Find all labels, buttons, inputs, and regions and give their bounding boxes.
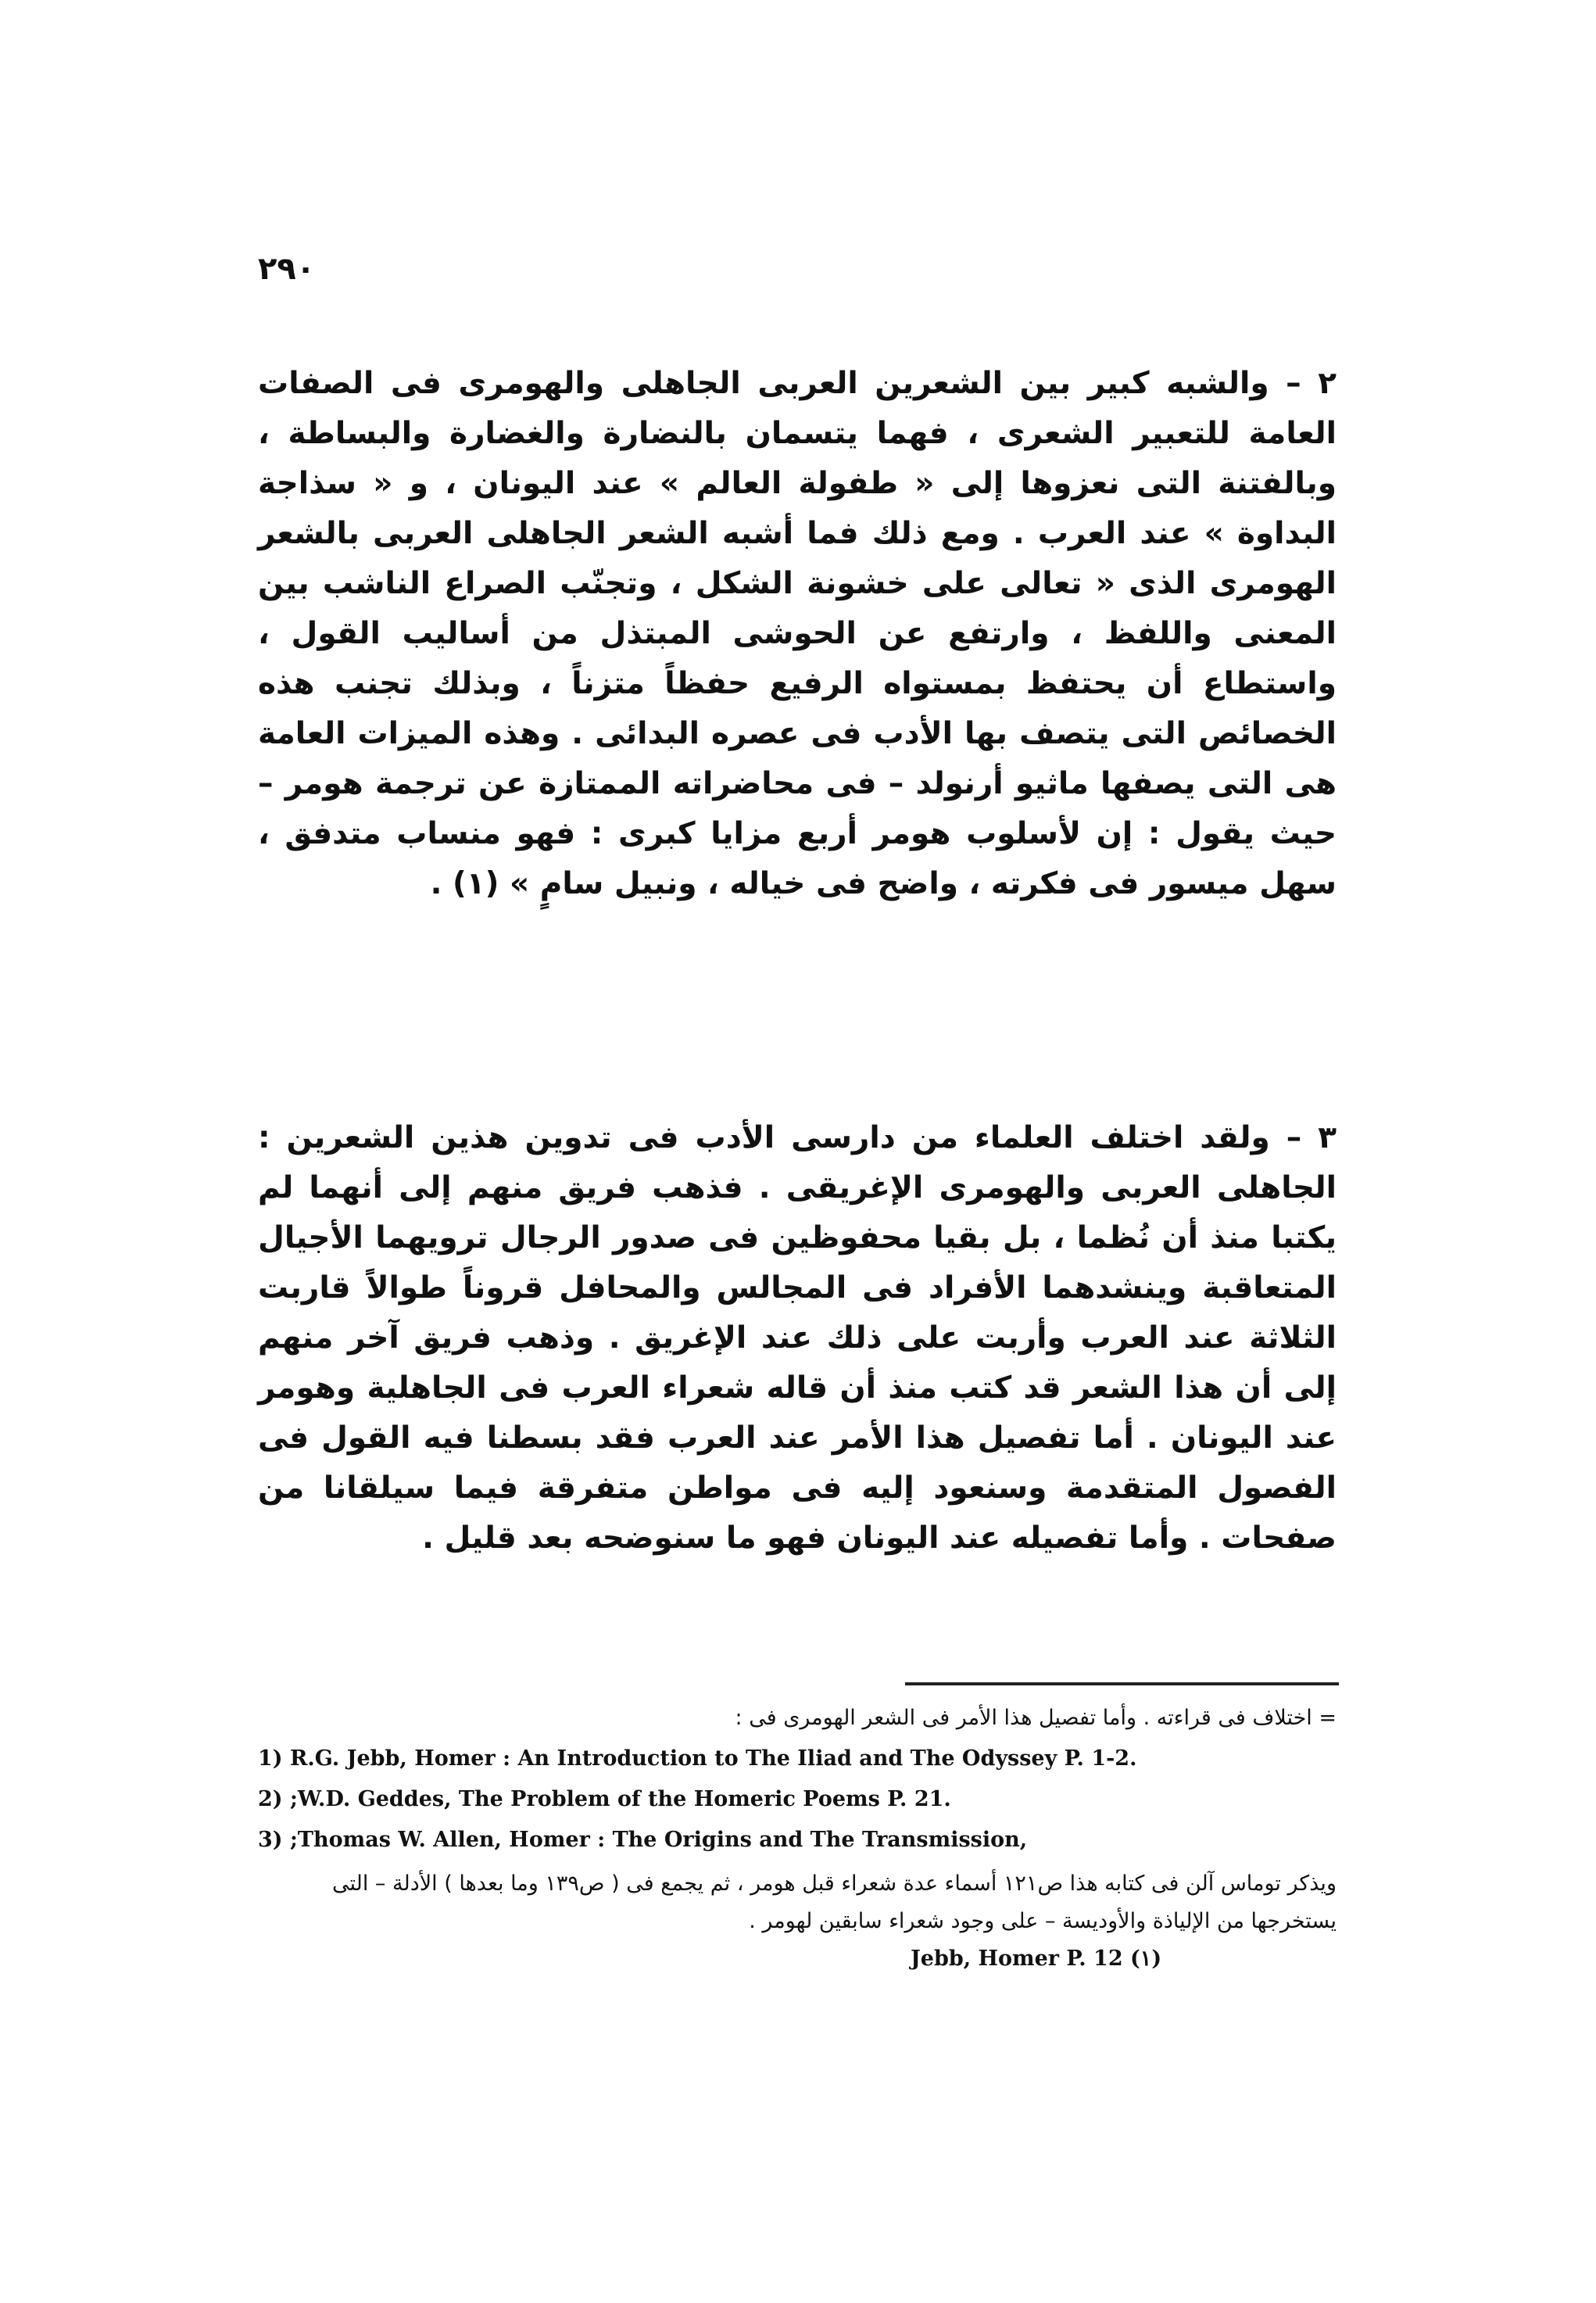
footnote-note: ويذكر توماس آلن فى كتابه هذا ص١٢١ أسماء عدة شعراء قبل هومر ، ثم يجمع فى ( ص١٣٩ وما بعدها ) الأدلة – التى يستخرجها من الإلياذة والأوديسة – على وجود شعراء سابقين لهومر . [331, 1871, 1337, 1933]
paragraph-3: ٣ – ولقد اختلف العلماء من دارسى الأدب فى تدوين هذين الشعرين : الجاهلى العربى والهومرى الإغريقى . فذهب فريق منهم إلى أنهما لم يكتبا منذ أن نُظما ، بل بقيا محفوظين فى صدور الرجال ترويهما الأجيال المتعاقبة وينشدهما الأفراد فى المجالس والمحافل قروناً طوالاً قاربت الثلاثة عند العرب وأربت على ذلك عند الإغريق . وذهب فريق آخر منهم إلى أن هذا الشعر قد كتب منذ أن قاله شعراء العرب فى الجاهلية وهومر عند اليونان . أما تفصيل هذا الأمر عند العرب فقد بسطنا فيه القول فى الفصول المتقدمة وسنعود إليه فى مواطن متفرقة فيما سيلقانا من صفحات . وأما تفصيله عند اليونان فهو ما سنوضحه بعد قليل . [258, 1120, 1337, 1556]
paragraph-2: ٢ – والشبه كبير بين الشعرين العربى الجاهلى والهومرى فى الصفات العامة للتعبير الشعرى ، فهما يتسمان بالنضارة والغضارة والبساطة ، وبالفتنة التى نعزوها إلى « طفولة العالم » عند اليونان ، و « سذاجة البداوة » عند العرب . ومع ذلك فما أشبه الشعر الجاهلى العربى بالشعر الهومرى الذى « تعالى على خشونة الشكل ، وتجنّب الصراع الناشب بين المعنى واللفظ ، وارتفع عن الحوشى المبتذل من أساليب القول ، واستطاع أن يحتفظ بمستواه الرفيع حفظاً متزناً ، وبذلك تجنب هذه الخصائص التى يتصف بها الأدب فى عصره البدائى . وهذه الميزات العامة هى التى يصفها ماثيو أرنولد – فى محاضراته الممتازة عن ترجمة هومر – حيث يقول : إن لأسلوب هومر أربع مزايا كبرى : فهو منساب متدفق ، سهل ميسور فى فكرته ، واضح فى خياله ، ونبيل سامٍ » (١) . [258, 366, 1337, 901]
footnote-jebb: Jebb, Homer P. 12 (١) [911, 1947, 1162, 1971]
footnote-continuation: = اختلاف فى قراءته . وأما تفصيل هذا الأمر فى الشعر الهومرى فى : [735, 1706, 1337, 1730]
footnote-ref-1: 1) R.G. Jebb, Homer : An Introduction to The Iliad and The Odyssey P. 1-2. [258, 1746, 1137, 1771]
footnotes [258, 1698, 1337, 1978]
footnote-ref-3: 3) ;Thomas W. Allen, Homer : The Origins and The Transmission, [258, 1828, 1028, 1852]
footnote-ref-2: 2) ;W.D. Geddes, The Problem of the Homeric Poems P. 21. [258, 1787, 951, 1811]
footnote-divider [905, 1682, 1339, 1685]
page-number: ٢٩٠ [258, 251, 316, 287]
